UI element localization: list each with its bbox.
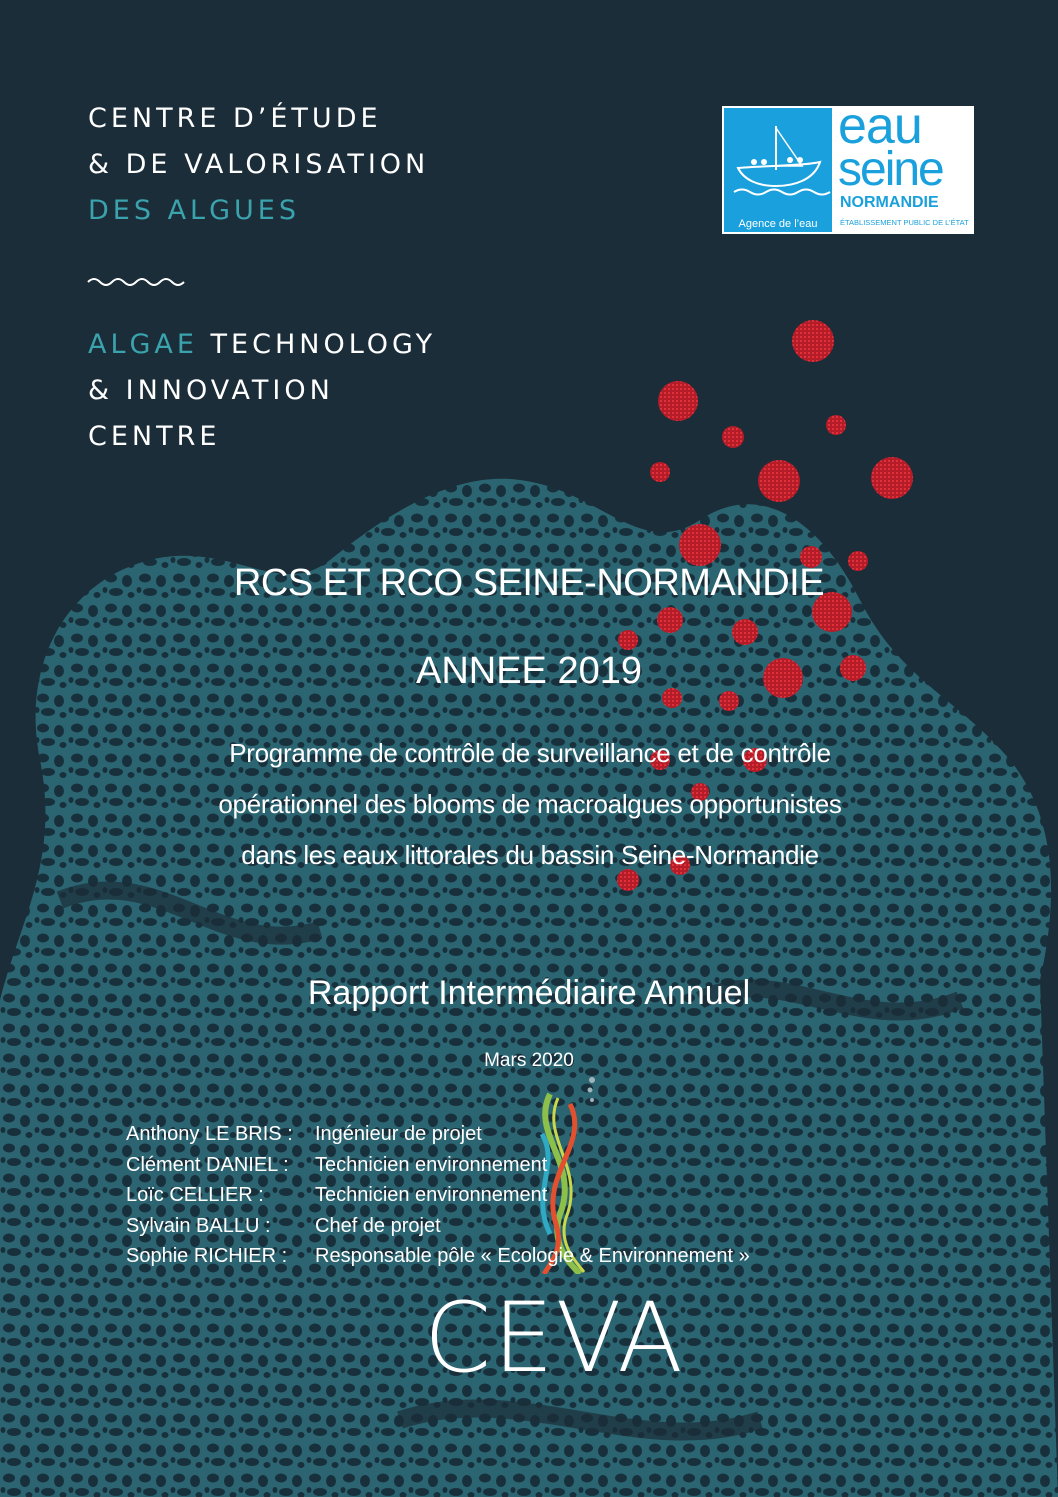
author-role: Responsable pôle « Ecologie & Environnement »	[315, 1245, 750, 1267]
author-name: Sylvain BALLU :	[126, 1214, 271, 1237]
author-name: Clément DANIEL :	[126, 1153, 289, 1176]
logo-blue-panel	[724, 108, 832, 232]
subtitle-line3: dans les eaux littorales du bassin Seine-Normandie	[241, 840, 819, 870]
author-name: Sophie RICHIER :	[126, 1245, 288, 1267]
org-fr-line3: DES ALGUES	[88, 195, 300, 226]
org-en-line3: CENTRE	[88, 421, 221, 452]
org-fr-line2: & DE VALORISATION	[88, 149, 430, 180]
report-title-line1: RCS ET RCO SEINE-NORMANDIE	[233, 562, 825, 604]
logo-text-eau: eau	[838, 97, 922, 155]
org-name-en	[88, 322, 436, 460]
org-en-line2: & INNOVATION	[88, 375, 334, 406]
logo-text-normandie: NORMANDIE	[840, 194, 939, 211]
org-en-accent: ALGAE	[88, 329, 198, 360]
org-fr-line1: CENTRE D’ÉTUDE	[88, 103, 382, 134]
logo-agency-text: Agence de l’eau	[738, 218, 818, 230]
report-title-line2: ANNEE 2019	[415, 650, 642, 692]
boat-icon	[724, 108, 832, 208]
org-en-line1-rest: TECHNOLOGY	[197, 329, 437, 360]
subtitle-line2: opérationnel des blooms de macroalgues opportunistes	[218, 789, 842, 819]
subtitle-line1: Programme de contrôle de surveillance et de contrôle	[229, 738, 831, 768]
author-name: Loïc CELLIER :	[126, 1184, 264, 1206]
author-role: Technicien environnement	[315, 1153, 548, 1176]
org-en-line1	[88, 322, 436, 368]
wave-divider-icon	[86, 272, 186, 292]
logo-tagline: ÉTABLISSEMENT PUBLIC DE L’ÉTAT	[840, 218, 969, 227]
report-subtitle	[130, 728, 930, 881]
report-date: Mars 2020	[484, 1050, 574, 1071]
author-name: Anthony LE BRIS :	[126, 1123, 293, 1145]
author-role: Chef de projet	[315, 1214, 441, 1237]
ceva-logo-text: CEVA	[424, 1282, 685, 1394]
logo-text-seine: seine	[838, 143, 943, 196]
report-type: Rapport Intermédiaire Annuel	[307, 974, 751, 1012]
author-role: Ingénieur de projet	[315, 1123, 482, 1145]
author-role: Technicien environnement	[315, 1184, 548, 1206]
org-name-fr	[88, 96, 429, 234]
partner-logo	[722, 97, 974, 234]
